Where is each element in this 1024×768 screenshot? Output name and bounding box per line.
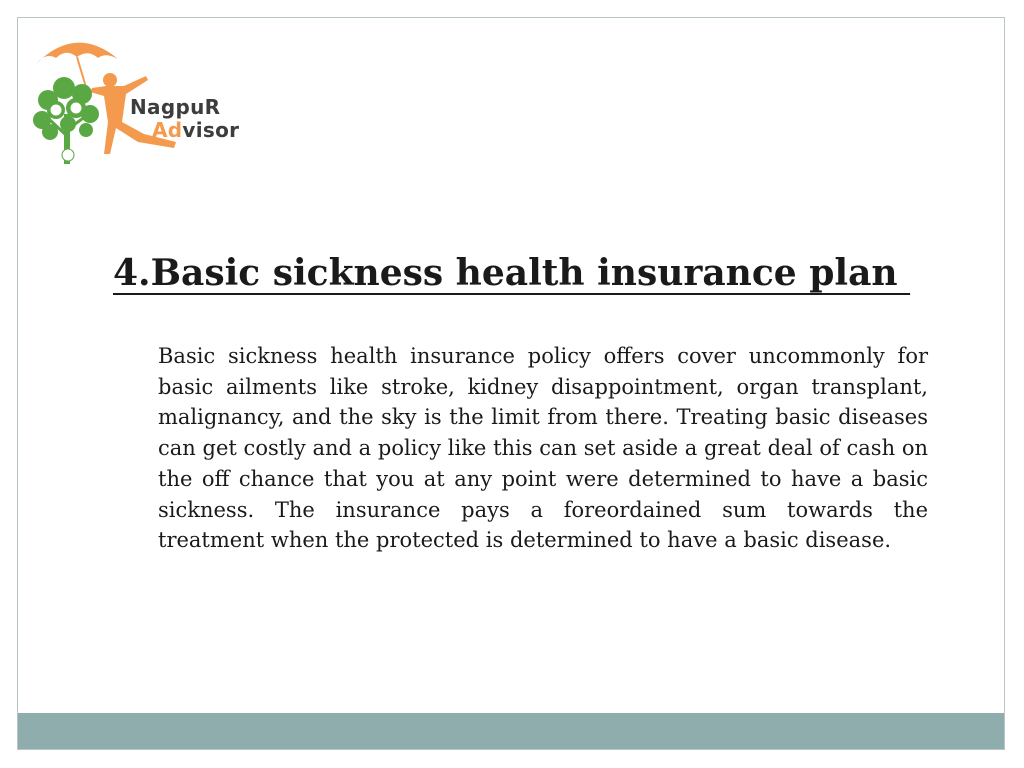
- nagpur-advisor-logo: [26, 24, 261, 164]
- slide: [17, 17, 1005, 750]
- slide-body-text: Basic sickness health insurance policy offers cover uncommonly for basic ailments like stroke, kidney disappointment, organ transplant, malignancy, and the sky is the limit from there. Treating basic diseases can get costly and a policy like this can set aside a great deal of cash on the off chance that you at any point were determined to have a basic sickness. The insurance pays a foreordained sum towards the treatment when the protected is determined to have a basic disease.: [158, 344, 928, 553]
- brand-name-line2: [152, 118, 239, 142]
- footer-band: [18, 713, 1004, 749]
- umbrella-icon: [36, 43, 118, 64]
- tree-icon: [33, 77, 99, 164]
- brand-rest-text: visor: [182, 118, 240, 142]
- logo-graphic: [26, 24, 261, 164]
- brand-accent-text: Ad: [152, 118, 183, 142]
- brand-name-line1: NagpuR: [130, 95, 221, 119]
- slide-title: 4.Basic sickness health insurance plan: [113, 252, 911, 294]
